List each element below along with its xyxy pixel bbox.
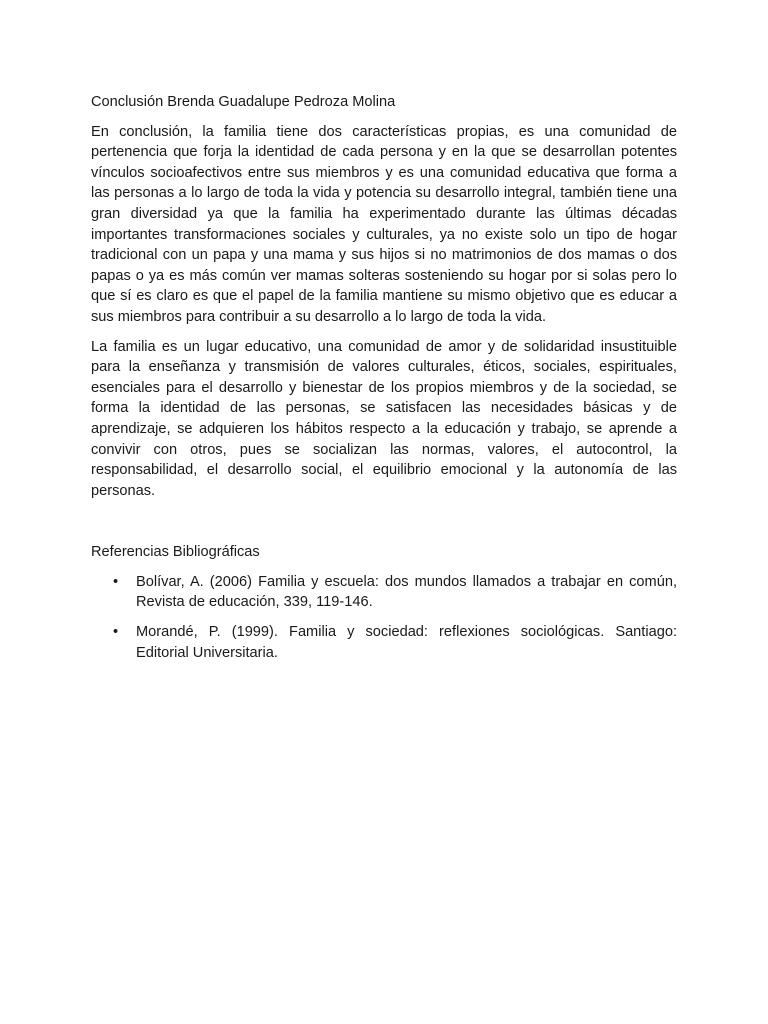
references-heading: Referencias Bibliográficas bbox=[91, 544, 260, 561]
document-title: Conclusión Brenda Guadalupe Pedroza Molina bbox=[91, 94, 396, 110]
document-page bbox=[91, 92, 677, 672]
paragraph-1: En conclusión, la familia tiene dos características propias, es una comunidad de pertenencia que forja la identidad de cada persona y en la que se desarrollan potentes vínculos socioafectivos entre sus miembros y es una comunidad educativa que forma a las personas a lo largo de toda la vida y potencia su desarrollo integral, también tiene una gran diversidad ya que la familia ha experimentado durante las últimas décadas importantes transformaciones sociales y culturales, ya no existe solo un tipo de hogar tradicional con un papa y una mama y sus hijos si no matrimonios de dos mamas o dos papas o ya es más común ver mamas solteras sosteniendo su hogar por si solas pero lo que sí es claro es que el papel de la familia mantiene su mismo objetivo que es educar a sus miembros para contribuir a su desarrollo a lo largo de toda la vida. bbox=[91, 123, 677, 325]
reference-text: Bolívar, A. (2006) Familia y escuela: dos mundos llamados a trabajar en común, Revista de educación, 339, 119-146. bbox=[136, 573, 677, 611]
paragraph-2: La familia es un lugar educativo, una comunidad de amor y de solidaridad insustituible para la enseñanza y transmisión de valores culturales, éticos, sociales, espirituales, esenciales para el desarrollo y bienestar de los propios miembros y de la sociedad, se forma la identidad de las personas, se satisfacen las necesidades básicas y de aprendizaje, se adquieren los hábitos respecto a la educación y trabajo, se aprende a convivir con otros, pues se socializan las normas, valores, el autocontrol, la responsabilidad, el desarrollo social, el equilibrio emocional y la autonomía de las personas. bbox=[91, 338, 677, 499]
reference-item bbox=[91, 572, 677, 613]
bullet-icon: • bbox=[113, 573, 119, 590]
reference-item bbox=[91, 622, 677, 663]
reference-text: Morandé, P. (1999). Familia y sociedad: reflexiones sociológicas. Santiago: Editorial Universitaria. bbox=[136, 624, 677, 661]
references-list bbox=[91, 572, 677, 663]
bullet-icon: • bbox=[113, 624, 119, 641]
